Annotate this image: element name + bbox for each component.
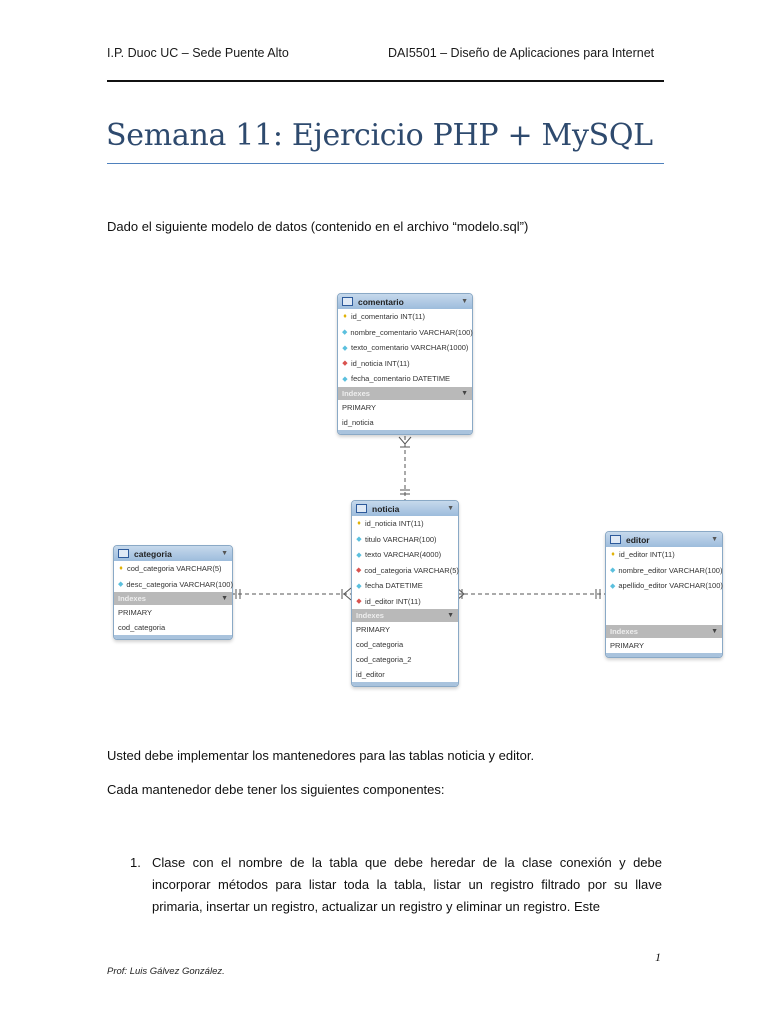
column-label: nombre_editor VARCHAR(100) [618, 565, 723, 575]
column-icon: ◆ [342, 329, 348, 337]
intro-text: Dado el siguiente modelo de datos (contenido en el archivo “modelo.sql”) [107, 219, 529, 234]
table-comentario[interactable] [337, 293, 473, 435]
column-row[interactable] [606, 578, 722, 594]
index-row[interactable]: cod_categoria [356, 640, 404, 649]
column-row[interactable] [606, 563, 722, 579]
table-header: editor ▼ [606, 532, 722, 547]
table-icon [610, 535, 621, 544]
table-categoria[interactable] [113, 545, 233, 640]
paragraph-2: Cada mantenedor debe tener los siguientes componentes: [107, 782, 445, 797]
column-icon: ◆ [610, 582, 616, 590]
collapse-arrow-icon[interactable]: ▼ [461, 298, 468, 305]
header-left: I.P. Duoc UC – Sede Puente Alto [107, 46, 289, 60]
table-icon [356, 504, 367, 513]
list-item-text: Clase con el nombre de la tabla que debe heredar de la clase conexión y debe incorporar métodos para listar toda la tabla, listar un registro filtrado por su llave primaria, insertar un registro, actualizar un registro y eliminar un registro. Este [152, 855, 662, 914]
collapse-arrow-icon[interactable]: ▼ [221, 550, 228, 557]
column-row[interactable] [338, 371, 472, 387]
column-row[interactable] [606, 547, 722, 563]
list-item-number: 1. [130, 855, 141, 870]
primary-key-icon: ♦ [343, 313, 347, 321]
table-icon [342, 297, 353, 306]
index-row[interactable]: PRIMARY [356, 625, 391, 634]
column-row[interactable] [352, 578, 458, 594]
collapse-arrow-icon[interactable]: ▼ [221, 595, 228, 602]
column-icon: ◆ [610, 567, 616, 575]
index-row[interactable]: PRIMARY [610, 640, 645, 650]
collapse-arrow-icon[interactable]: ▼ [711, 627, 718, 635]
table-icon [118, 549, 129, 558]
foreign-key-icon: ◆ [356, 598, 362, 606]
indexes-header: Indexes ▼ [338, 387, 472, 400]
column-label: fecha_comentario DATETIME [351, 374, 451, 384]
column-label: cod_categoria VARCHAR(5) [127, 564, 222, 574]
primary-key-icon: ♦ [357, 520, 361, 528]
paragraph-1: Usted debe implementar los mantenedores para las tablas noticia y editor. [107, 748, 535, 763]
table-header: comentario ▼ [338, 294, 472, 309]
column-label: texto VARCHAR(4000) [365, 550, 442, 560]
index-row[interactable]: PRIMARY [118, 608, 153, 617]
column-label: id_noticia INT(11) [351, 358, 410, 368]
column-row[interactable] [338, 356, 472, 372]
column-icon: ◆ [118, 581, 124, 589]
column-label: id_comentario INT(11) [351, 312, 426, 322]
table-header: noticia ▼ [352, 501, 458, 516]
column-icon: ◆ [342, 375, 348, 383]
index-row[interactable]: PRIMARY [342, 402, 377, 412]
column-label: apellido_editor VARCHAR(100) [618, 581, 723, 591]
column-label: fecha DATETIME [365, 581, 423, 591]
header-right: DAI5501 – Diseño de Aplicaciones para Internet [388, 46, 655, 60]
page-title: Semana 11: Ejercicio PHP + MySQL [106, 118, 653, 153]
column-icon: ◆ [356, 536, 362, 544]
primary-key-icon: ♦ [611, 551, 615, 559]
table-header: categoria ▼ [114, 546, 232, 561]
primary-key-icon: ♦ [119, 565, 123, 573]
column-icon: ◆ [356, 582, 362, 590]
column-icon: ◆ [356, 551, 362, 559]
column-label: id_editor INT(11) [365, 596, 421, 606]
table-editor[interactable] [605, 531, 723, 658]
collapse-arrow-icon[interactable]: ▼ [447, 612, 454, 619]
column-row[interactable] [352, 516, 458, 532]
column-row[interactable] [352, 594, 458, 610]
collapse-arrow-icon[interactable]: ▼ [711, 536, 718, 543]
indexes-header: Indexes ▼ [606, 625, 722, 638]
column-row[interactable] [352, 563, 458, 579]
column-label: nombre_comentario VARCHAR(100) [350, 327, 473, 337]
column-label: titulo VARCHAR(100) [365, 534, 437, 544]
column-row[interactable] [114, 577, 232, 593]
column-label: id_editor INT(11) [619, 550, 675, 560]
table-noticia[interactable] [351, 500, 459, 687]
index-row[interactable]: cod_categoria [118, 623, 166, 632]
footer-author: Prof: Luis Gálvez González. [107, 966, 225, 977]
column-row[interactable] [338, 309, 472, 325]
index-row[interactable]: id_editor [356, 670, 385, 679]
column-row[interactable] [114, 561, 232, 577]
foreign-key-icon: ◆ [342, 360, 348, 368]
column-label: cod_categoria VARCHAR(5) [364, 565, 459, 575]
column-row[interactable] [352, 532, 458, 548]
foreign-key-icon: ◆ [356, 567, 362, 575]
index-row[interactable]: id_noticia [342, 417, 374, 427]
indexes-header: Indexes ▼ [114, 592, 232, 605]
collapse-arrow-icon[interactable]: ▼ [461, 389, 468, 397]
collapse-arrow-icon[interactable]: ▼ [447, 505, 454, 512]
column-row[interactable] [352, 547, 458, 563]
index-row[interactable]: cod_categoria_2 [356, 655, 412, 664]
column-label: desc_categoria VARCHAR(100) [126, 579, 233, 589]
requirements-list [130, 852, 662, 918]
page-number: 1 [655, 950, 661, 964]
column-label: texto_comentario VARCHAR(1000) [351, 343, 469, 353]
indexes-header: Indexes ▼ [352, 609, 458, 622]
list-item [130, 852, 662, 918]
column-label: id_noticia INT(11) [365, 519, 424, 529]
column-row[interactable] [338, 340, 472, 356]
column-row[interactable] [338, 325, 472, 341]
column-icon: ◆ [342, 344, 348, 352]
